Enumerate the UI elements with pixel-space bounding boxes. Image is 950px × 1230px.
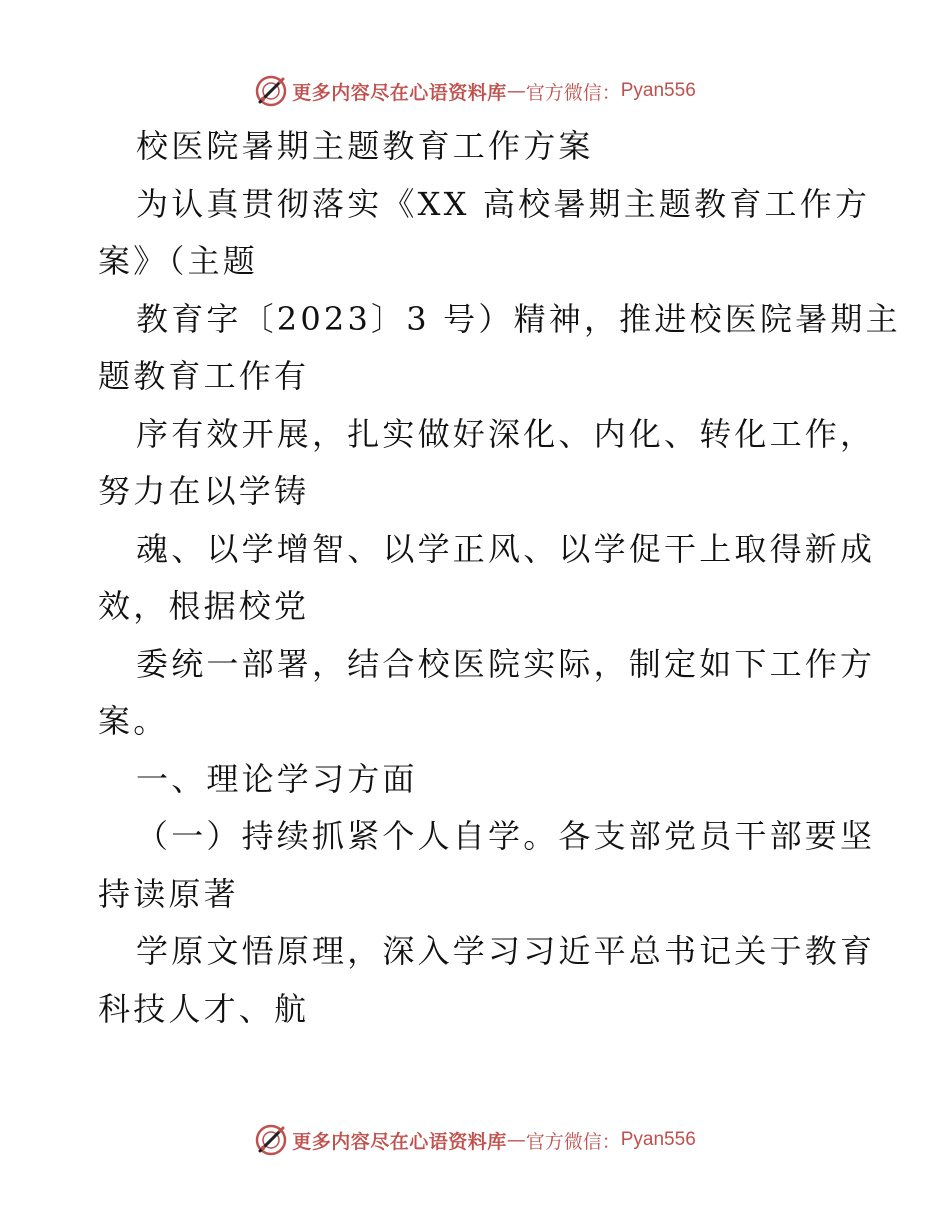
text-line: 魂、以学增智、以学正风、以学促干上取得新成 (136, 529, 876, 568)
text-line: 案》（主题 (98, 242, 259, 280)
text-line: 为认真贯彻落实《XX 高校暑期主题教育工作方 (136, 184, 871, 223)
text-line: 案。 (98, 702, 169, 740)
watermark-footer (0, 1120, 950, 1160)
logo-icon (254, 1123, 288, 1157)
watermark-header (0, 71, 950, 111)
watermark-wechat-id: Pyan556 (620, 1129, 696, 1150)
text-line: 效，根据校党 (98, 587, 310, 625)
watermark-brand: 更多内容尽在心语资料库 (292, 1130, 507, 1153)
watermark-separator: — (506, 80, 526, 102)
text-line: 努力在以学铸 (98, 472, 310, 510)
text-line: 委统一部署，结合校医院实际，制定如下工作方 (136, 644, 876, 683)
text-line: 校医院暑期主题教育工作方案 (136, 127, 594, 165)
text-line: 一、理论学习方面 (136, 759, 418, 798)
text-line: 题教育工作有 (98, 357, 310, 395)
text-line: 持读原著 (98, 874, 239, 913)
watermark-brand: 更多内容尽在心语资料库 (292, 81, 507, 104)
text-line: 科技人才、航 (98, 989, 310, 1028)
text-line: 教育字〔2023〕3 号）精神，推进校医院暑期主 (136, 299, 901, 338)
watermark-wechat-label: 官方微信： (525, 1130, 621, 1153)
text-line: 序有效开展，扎实做好深化、内化、转化工作， (136, 414, 876, 453)
text-line: （一）持续抓紧个人自学。各支部党员干部要坚 (136, 817, 876, 855)
watermark-wechat-label: 官方微信： (525, 81, 621, 104)
text-line: 学原文悟原理，深入学习习近平总书记关于教育 (136, 932, 876, 970)
logo-icon (254, 74, 288, 108)
watermark-wechat-id: Pyan556 (620, 80, 696, 101)
watermark-separator: — (506, 1129, 526, 1151)
document-body (98, 118, 901, 1038)
